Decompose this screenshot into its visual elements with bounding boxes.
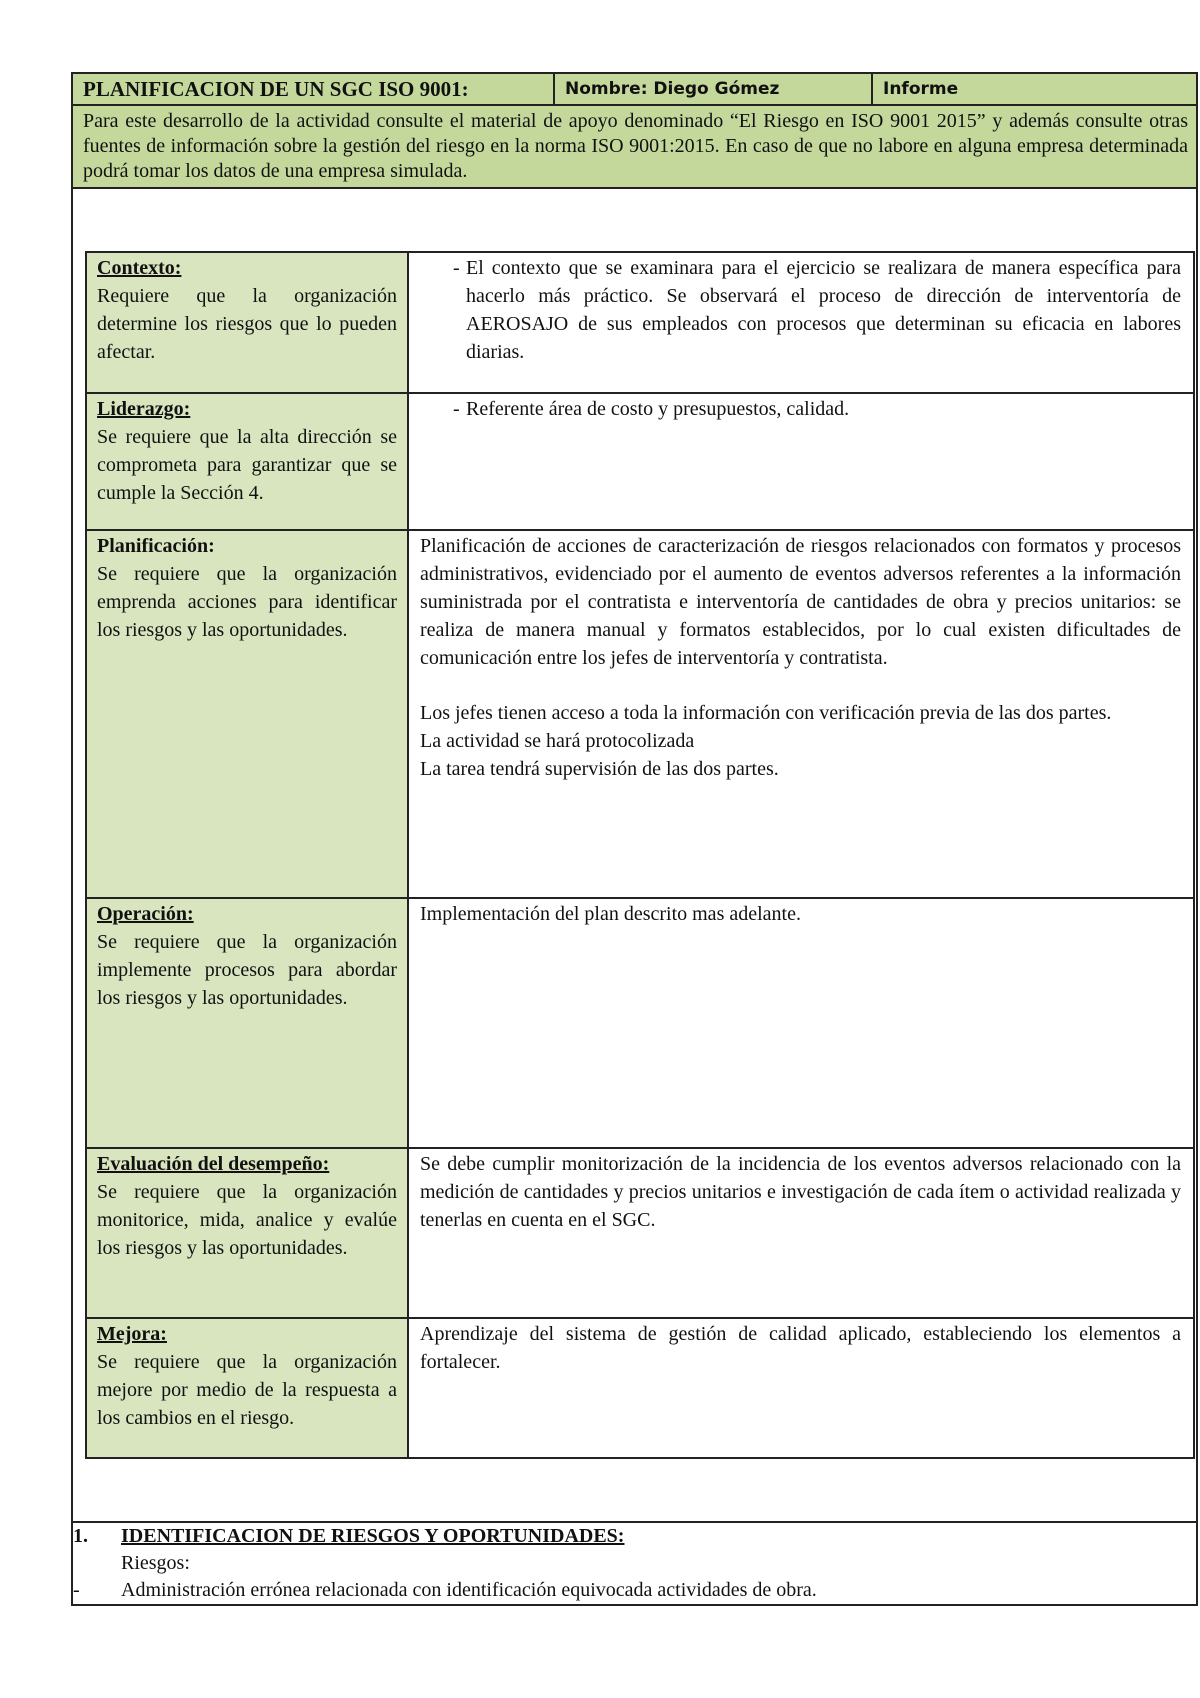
response-cell	[408, 1148, 1194, 1318]
response-text: La tarea tendrá supervisión de las dos partes.	[420, 758, 779, 780]
response-cell	[408, 252, 1194, 393]
requirement-cell	[86, 530, 408, 898]
requirement-text: Se requiere que la organización implemente procesos para abordar los riesgos y las oportunidades.	[97, 931, 397, 1009]
bullet-dash: -	[73, 1579, 80, 1601]
section-number: 1.	[73, 1525, 88, 1547]
requirement-cell	[86, 1318, 408, 1458]
requirement-cell	[86, 1148, 408, 1318]
student-name: Nombre: Diego Gómez	[554, 73, 872, 105]
section-identificacion	[72, 1522, 1197, 1605]
row-mejora	[86, 1318, 1194, 1458]
row-heading: Liderazgo:	[97, 398, 191, 420]
requirement-cell	[86, 898, 408, 1148]
response-cell	[408, 1318, 1194, 1458]
document-type: Informe	[872, 73, 1197, 105]
requirement-cell	[86, 393, 408, 530]
bullet-dash: -	[453, 398, 460, 420]
requirement-text: Se requiere que la organización emprenda acciones para identificar los riesgos y las oportunidades.	[97, 563, 397, 641]
section-subtitle: Riesgos:	[121, 1552, 190, 1574]
risk-item: Administración errónea relacionada con identificación equivocada actividades de obra.	[121, 1579, 817, 1601]
bullet-dash: -	[453, 257, 460, 279]
requirement-text: Se requiere que la organización mejore por medio de la respuesta a los cambios en el riesgo.	[97, 1351, 397, 1429]
response-cell	[408, 898, 1194, 1148]
row-heading: Operación:	[97, 903, 194, 925]
row-evaluacion	[86, 1148, 1194, 1318]
response-text: Implementación del plan descrito mas adelante.	[420, 903, 801, 925]
response-text: Se debe cumplir monitorización de la incidencia de los eventos adversos relacionado con la medición de cantidades y precios unitarios e investigación de cada ítem o actividad realizada y tenerlas en cuenta en el SGC.	[420, 1153, 1181, 1231]
response-text: Aprendizaje del sistema de gestión de calidad aplicado, estableciendo los elementos a fortalecer.	[420, 1323, 1181, 1373]
row-operacion	[86, 898, 1194, 1148]
document-page	[71, 72, 1196, 1606]
form-header	[72, 73, 1197, 105]
row-planificacion	[86, 530, 1194, 898]
row-heading: Planificación:	[97, 535, 215, 557]
instructions-text: Para este desarrollo de la actividad consulte el material de apoyo denominado “El Riesgo en ISO 9001 2015” y además consulte otras fuentes de información sobre la gestión del riesgo en la norma ISO 9001:2015. En caso de que no labore en alguna empresa determinada podrá tomar los datos de una empresa simulada.	[72, 105, 1197, 188]
requirement-text: Se requiere que la alta dirección se comprometa para garantizar que se cumple la Sección 4.	[97, 426, 397, 504]
row-heading: Mejora:	[97, 1323, 167, 1345]
form-title: PLANIFICACION DE UN SGC ISO 9001:	[72, 73, 554, 105]
instructions-row	[72, 105, 1197, 188]
row-heading: Evaluación del desempeño:	[97, 1153, 330, 1175]
response-text: Los jefes tienen acceso a toda la información con verificación previa de las dos partes.	[420, 702, 1112, 724]
section-title: IDENTIFICACION DE RIESGOS Y OPORTUNIDADES:	[121, 1525, 625, 1547]
requirement-cell	[86, 252, 408, 393]
row-contexto	[86, 252, 1194, 393]
response-text: Planificación de acciones de caracterización de riesgos relacionados con formatos y procesos administrativos, evidenciado por el aumento de eventos adversos referentes a la información suministrada por el contratista e interventoría de cantidades de obra y precios unitarios: se realiza de manera manual y formatos establecidos, por lo cual existen dificultades de comunicación entre los jefes de interventoría y contratista.	[420, 535, 1181, 669]
response-text: Referente área de costo y presupuestos, calidad.	[466, 398, 850, 420]
response-text: La actividad se hará protocolizada	[420, 730, 695, 752]
row-heading: Contexto:	[97, 257, 182, 279]
requirement-text: Requiere que la organización determine los riesgos que lo pueden afectar.	[97, 285, 397, 363]
row-liderazgo	[86, 393, 1194, 530]
response-cell	[408, 530, 1194, 898]
risk-analysis-table	[85, 251, 1195, 1459]
planning-form	[71, 72, 1198, 1606]
analysis-container	[72, 188, 1197, 1522]
requirement-text: Se requiere que la organización monitorice, mida, analice y evalúe los riesgos y las oportunidades.	[97, 1181, 397, 1259]
response-cell	[408, 393, 1194, 530]
response-text: El contexto que se examinara para el ejercicio se realizara de manera específica para hacerlo más práctico. Se observará el proceso de dirección de interventoría de AEROSAJO de sus empleados con procesos que determinan su eficacia en labores diarias.	[466, 257, 1181, 363]
